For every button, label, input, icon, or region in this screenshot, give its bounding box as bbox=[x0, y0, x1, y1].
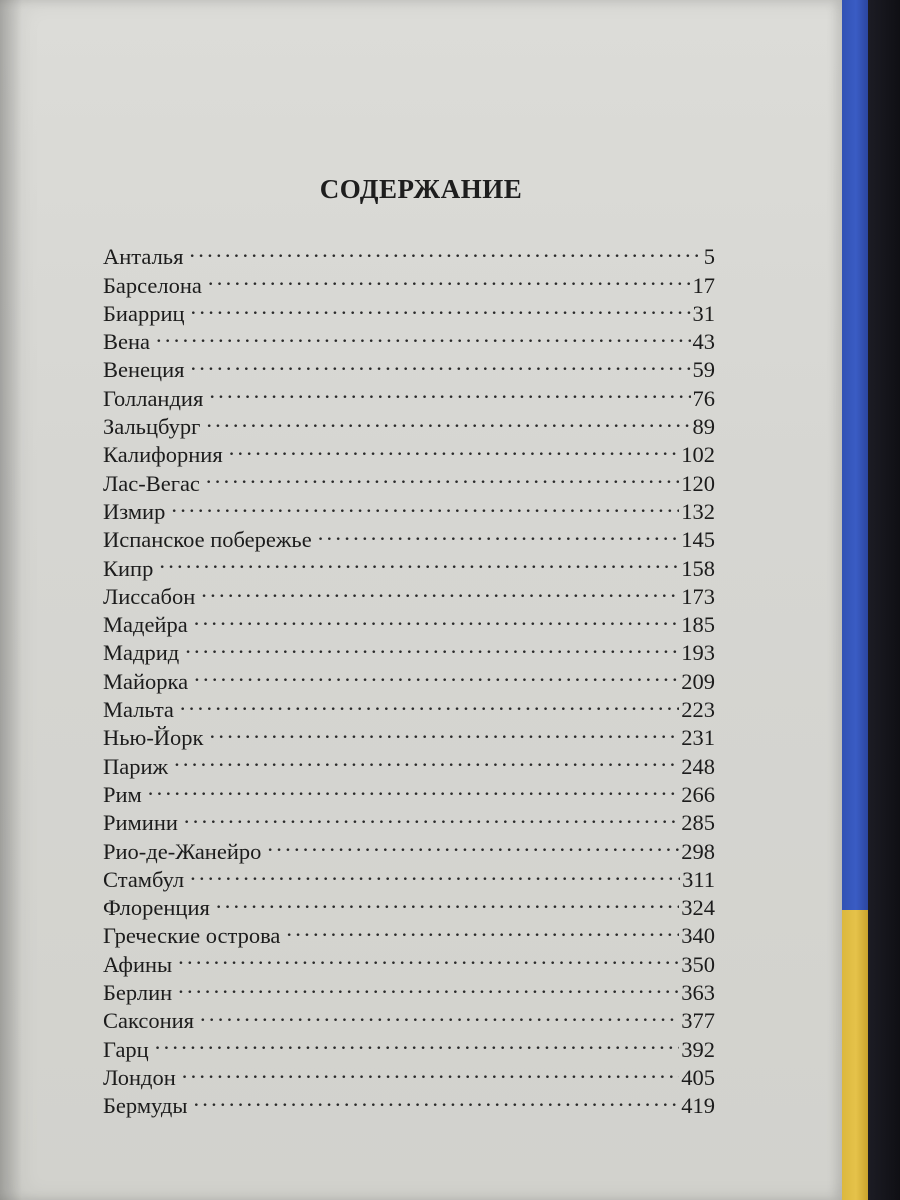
dot-leader bbox=[318, 519, 680, 547]
toc-entry bbox=[103, 717, 715, 751]
toc-entry-page-number: 59 bbox=[692, 357, 715, 383]
toc-entry-page-number: 132 bbox=[681, 498, 715, 524]
toc-entry-page-number: 158 bbox=[681, 555, 715, 581]
toc-entry bbox=[103, 1028, 715, 1062]
dot-leader bbox=[185, 632, 679, 660]
toc-entry bbox=[103, 972, 715, 1006]
toc-entry-page-number: 5 bbox=[703, 244, 715, 270]
toc-entry-page-number: 231 bbox=[681, 725, 715, 751]
toc-entry-title: Барселона bbox=[103, 272, 202, 298]
dot-leader bbox=[159, 547, 679, 575]
toc-entry-page-number: 324 bbox=[681, 895, 715, 921]
dot-leader bbox=[182, 1057, 680, 1085]
toc-entry bbox=[103, 1057, 715, 1090]
dot-leader bbox=[189, 236, 701, 264]
dot-leader bbox=[184, 802, 679, 830]
toc-entry-page-number: 31 bbox=[692, 300, 715, 326]
toc-entry-page-number: 193 bbox=[681, 640, 715, 666]
dot-leader bbox=[148, 774, 679, 802]
toc-entry-page-number: 392 bbox=[681, 1036, 715, 1062]
toc-entry-title: Голландия bbox=[103, 385, 204, 411]
toc-entry-page-number: 350 bbox=[681, 951, 715, 977]
dot-leader bbox=[193, 1085, 679, 1113]
dot-leader bbox=[216, 887, 679, 915]
toc-entry-page-number: 311 bbox=[682, 866, 715, 892]
dot-leader bbox=[194, 660, 679, 688]
toc-entry-page-number: 377 bbox=[681, 1008, 715, 1034]
dot-leader bbox=[206, 462, 679, 490]
toc-entry bbox=[103, 632, 715, 666]
toc-entry-title: Мадрид bbox=[103, 640, 180, 666]
toc-entry bbox=[103, 547, 715, 581]
toc-entry bbox=[103, 576, 715, 609]
toc-entry-page-number: 419 bbox=[681, 1093, 715, 1119]
toc-entry-title: Рим bbox=[103, 781, 142, 807]
dot-leader bbox=[190, 349, 690, 377]
toc-entry bbox=[103, 689, 715, 723]
toc-entry bbox=[103, 943, 715, 977]
toc-entry-page-number: 340 bbox=[681, 923, 715, 949]
toc-entry-page-number: 185 bbox=[681, 612, 715, 638]
dot-leader bbox=[155, 1028, 680, 1056]
toc-entry-page-number: 17 bbox=[692, 272, 715, 298]
toc-entry bbox=[103, 660, 715, 694]
toc-entry-page-number: 298 bbox=[681, 838, 715, 864]
toc-entry-title: Бермуды bbox=[103, 1093, 188, 1119]
toc-entry bbox=[103, 264, 715, 298]
toc-entry-title: Калифорния bbox=[103, 442, 223, 468]
toc-entry-page-number: 89 bbox=[692, 414, 715, 440]
toc-entry bbox=[103, 1085, 715, 1119]
dot-leader bbox=[156, 321, 690, 349]
toc-entry bbox=[103, 802, 715, 836]
toc-entry bbox=[103, 1000, 715, 1034]
toc-entry-title: Мальта bbox=[103, 697, 174, 723]
dot-leader bbox=[178, 972, 679, 1000]
dot-leader bbox=[200, 1000, 679, 1028]
toc-entry-title: Мадейра bbox=[103, 612, 188, 638]
dot-leader bbox=[180, 689, 679, 717]
toc-entry-title: Испанское побережье bbox=[103, 527, 312, 553]
toc-entry-title: Нью-Йорк bbox=[103, 725, 204, 751]
toc-entry-page-number: 285 bbox=[681, 810, 715, 836]
dot-leader bbox=[286, 915, 679, 943]
toc-entry bbox=[103, 236, 715, 270]
toc-entry-title: Саксония bbox=[103, 1008, 195, 1034]
toc-entry bbox=[103, 349, 715, 383]
book-cover-blue-edge bbox=[838, 0, 868, 910]
dot-leader bbox=[208, 264, 691, 292]
toc-entry-page-number: 76 bbox=[692, 385, 715, 411]
toc-entry-title: Греческие острова bbox=[103, 923, 281, 949]
toc-entry bbox=[103, 519, 715, 553]
dot-leader bbox=[191, 293, 691, 321]
toc-entry-title: Флоренция bbox=[103, 895, 210, 921]
dot-leader bbox=[209, 377, 690, 405]
dot-leader bbox=[267, 830, 679, 858]
toc-entry bbox=[103, 491, 715, 524]
toc-entry bbox=[103, 774, 715, 807]
toc-entry-title: Париж bbox=[103, 753, 169, 779]
toc-entry-title: Вена bbox=[103, 329, 151, 355]
toc-entry-title: Лондон bbox=[103, 1064, 176, 1090]
toc-entry-title: Кипр bbox=[103, 555, 154, 581]
toc-entry-page-number: 248 bbox=[681, 753, 715, 779]
toc-entry-title: Рио-де-Жанейро bbox=[103, 838, 262, 864]
toc-entry-page-number: 266 bbox=[681, 781, 715, 807]
dot-leader bbox=[190, 859, 680, 887]
toc-entry-page-number: 43 bbox=[692, 329, 715, 355]
toc-entry-title: Стамбул bbox=[103, 866, 185, 892]
dot-leader bbox=[229, 434, 680, 462]
toc-entry-title: Гарц bbox=[103, 1036, 149, 1062]
toc-entry-title: Анталья bbox=[103, 244, 184, 270]
toc-entry-title: Биарриц bbox=[103, 300, 185, 326]
toc-entry-title: Измир bbox=[103, 498, 166, 524]
toc-entry-title: Венеция bbox=[103, 357, 185, 383]
toc-entry-page-number: 102 bbox=[681, 442, 715, 468]
toc-entry-title: Лиссабон bbox=[103, 583, 196, 609]
book-cover-yellow-edge bbox=[838, 910, 868, 1200]
table-of-contents bbox=[103, 236, 715, 1119]
toc-entry bbox=[103, 377, 715, 411]
toc-entry bbox=[103, 604, 715, 638]
toc-entry-page-number: 173 bbox=[681, 583, 715, 609]
toc-entry-page-number: 209 bbox=[681, 668, 715, 694]
toc-entry-title: Афины bbox=[103, 951, 173, 977]
dot-leader bbox=[210, 717, 680, 745]
toc-entry-page-number: 363 bbox=[681, 980, 715, 1006]
toc-entry-page-number: 405 bbox=[681, 1064, 715, 1090]
dot-leader bbox=[194, 604, 680, 632]
toc-entry-title: Лас-Вегас bbox=[103, 470, 200, 496]
dot-leader bbox=[171, 491, 679, 519]
page-title: СОДЕРЖАНИЕ bbox=[319, 174, 523, 204]
toc-entry bbox=[103, 887, 715, 921]
toc-entry bbox=[103, 321, 715, 355]
toc-entry-page-number: 145 bbox=[681, 527, 715, 553]
toc-entry-page-number: 223 bbox=[681, 697, 715, 723]
dot-leader bbox=[174, 745, 679, 773]
dot-leader bbox=[201, 576, 679, 604]
toc-entry-title: Берлин bbox=[103, 980, 173, 1006]
toc-entry-title: Римини bbox=[103, 810, 178, 836]
toc-entry bbox=[103, 293, 715, 326]
toc-entry bbox=[103, 859, 715, 892]
toc-entry bbox=[103, 830, 715, 864]
toc-entry-page-number: 120 bbox=[681, 470, 715, 496]
background-dark-edge bbox=[868, 0, 900, 1200]
dot-leader bbox=[178, 943, 679, 971]
toc-entry bbox=[103, 745, 715, 779]
toc-entry-title: Майорка bbox=[103, 668, 189, 694]
toc-entry-title: Зальцбург bbox=[103, 414, 201, 440]
dot-leader bbox=[206, 406, 690, 434]
